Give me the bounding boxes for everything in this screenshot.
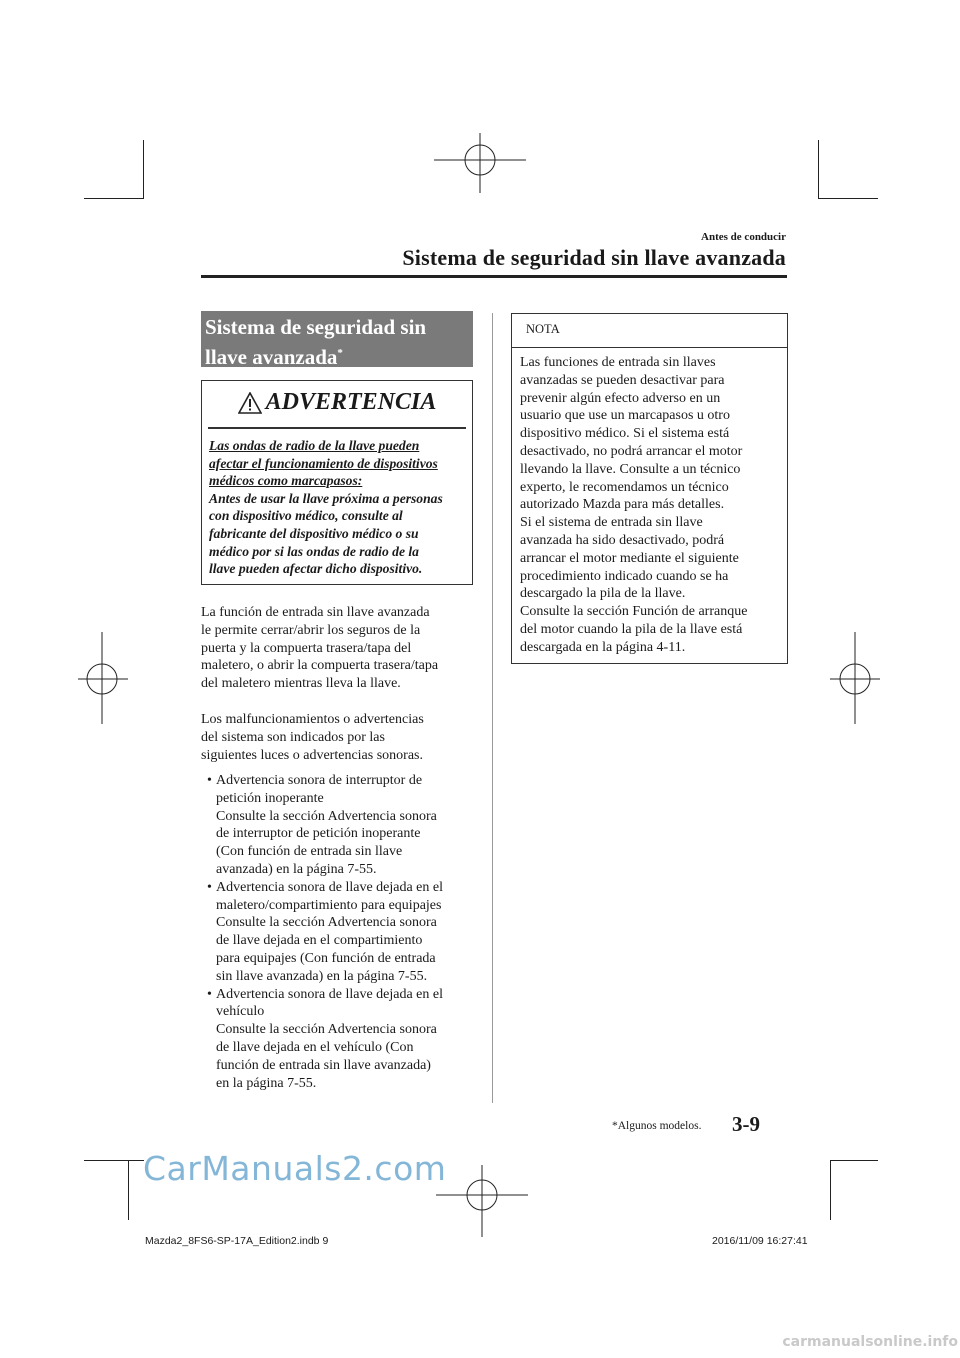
text-line: para equipajes (Con función de entrada [216, 950, 436, 966]
section-heading [201, 311, 473, 367]
list-item [201, 772, 481, 879]
warning-text [209, 437, 468, 578]
text-line: maletero, o abrir la compuerta trasera/tapa [201, 658, 439, 674]
text-line: (Con función de entrada sin llave [216, 844, 403, 860]
text-line: llevando la llave. Consulte a un técnico [520, 461, 741, 477]
text-line: Consulte la sección Advertencia sonora [216, 915, 437, 931]
warning-box [201, 380, 473, 585]
warning-line: médicos como marcapasos: [209, 473, 363, 489]
note-box [511, 313, 788, 664]
header-rule [201, 275, 787, 278]
text-line: de llave dejada en el compartimiento [216, 933, 423, 949]
text-line: avanzadas se pueden desactivar para [520, 372, 725, 388]
some-models-mark: * [337, 347, 343, 359]
note-title: NOTA [526, 322, 560, 336]
text-line: Las funciones de entrada sin llaves [520, 355, 716, 370]
page-title: Sistema de seguridad sin llave avanzada [402, 245, 786, 270]
text-line: le permite cerrar/abrir los seguros de la [201, 622, 421, 638]
text-line: de llave dejada en el vehículo (Con [216, 1039, 414, 1055]
text-line: autorizado Mazda para más detalles. [520, 497, 725, 513]
warning-line: fabricante del dispositivo médico o su [209, 525, 419, 541]
text-line: función de entrada sin llave avanzada) [216, 1057, 431, 1073]
text-line: descargado la pila de la llave. [520, 586, 686, 602]
warning-line: afectar el funcionamiento de dispositivos [209, 455, 438, 471]
text-line: Consulte la sección Advertencia sonora [216, 808, 437, 824]
text-line: en la página 7-55. [216, 1075, 317, 1091]
warning-title: ADVERTENCIA [202, 389, 472, 416]
text-line: Los malfuncionamientos o advertencias [201, 712, 424, 727]
page-number: 3-9 [732, 1112, 760, 1136]
text-line: dispositivo médico. Si el sistema está [520, 426, 730, 442]
registration-target-bottom [436, 1165, 528, 1237]
file-info: Mazda2_8FS6-SP-17A_Edition2.indb 9 [145, 1235, 329, 1247]
text-line: descargada en la página 4-11. [520, 639, 686, 655]
chapter-label: Antes de conducir [701, 231, 786, 243]
text-line: maletero/compartimiento para equipajes [216, 897, 442, 913]
text-line: Si el sistema de entrada sin llave [520, 515, 703, 531]
bullet-icon: • [207, 986, 212, 1002]
site-logo: CarManuals2.com [143, 1149, 447, 1188]
warning-list [201, 772, 481, 1092]
text-line: avanzada) en la página 7-55. [216, 861, 377, 877]
text-line: del sistema son indicados por las [201, 729, 385, 745]
text-line: de interruptor de petición inoperante [216, 826, 421, 842]
text-line: desactivado, no podrá arrancar el motor [520, 443, 743, 459]
warning-rule [208, 427, 466, 429]
warning-line: médico por si las ondas de radio de la [209, 543, 419, 559]
warning-line: llave pueden afectar dicho dispositivo. [209, 561, 423, 577]
section-heading-line2: llave avanzada* [205, 345, 343, 369]
column-divider [492, 313, 493, 1103]
registration-target-right [830, 632, 880, 724]
text-line: experto, le recomendamos un técnico [520, 479, 729, 495]
warning-line: Antes de usar la llave próxima a personas [209, 490, 443, 506]
text-line: del maletero mientras lleva la llave. [201, 676, 401, 692]
text-line: Consulte la sección Advertencia sonora [216, 1022, 437, 1038]
text-line: arrancar el motor mediante el siguiente [520, 550, 739, 566]
print-datetime: 2016/11/09 16:27:41 [712, 1235, 808, 1247]
note-text [520, 354, 783, 657]
list-item [201, 986, 481, 1093]
text-line: Advertencia sonora de interruptor de [216, 773, 423, 788]
text-line: usuario que use un marcapasos u otro [520, 408, 730, 424]
text-line: vehículo [216, 1004, 265, 1020]
text-line: La función de entrada sin llave avanzada [201, 605, 430, 620]
bullet-icon: • [207, 879, 212, 895]
text-line: petición inoperante [216, 790, 324, 806]
text-line: Advertencia sonora de llave dejada en el [216, 879, 444, 895]
text-line: siguientes luces o advertencias sonoras. [201, 747, 423, 763]
text-line: Advertencia sonora de llave dejada en el [216, 986, 444, 1002]
text-line: avanzada ha sido desactivado, podrá [520, 532, 725, 548]
list-item [201, 879, 481, 986]
text-line: puerta y la compuerta trasera/tapa del [201, 640, 412, 656]
registration-target-top [434, 133, 526, 193]
note-rule [512, 347, 787, 348]
text-line: Consulte la sección Función de arranque [520, 604, 748, 620]
registration-target-left [78, 632, 128, 724]
warning-line: Las ondas de radio de la llave pueden [209, 438, 420, 453]
text-line: del motor cuando la pila de la llave está [520, 621, 743, 637]
watermark: carmanualsonline.info [782, 1334, 958, 1350]
text-line: procedimiento indicado cuando se ha [520, 568, 729, 584]
text-line: sin llave avanzada) en la página 7-55. [216, 968, 428, 984]
warning-triangle-icon [238, 392, 262, 414]
bullet-icon: • [207, 773, 212, 788]
warning-line: con dispositivo médico, consulte al [209, 508, 403, 524]
footnote-some-models: *Algunos modelos. [612, 1120, 702, 1132]
section-heading-line1: Sistema de seguridad sin [205, 315, 427, 339]
paragraph-warnings [201, 711, 476, 764]
text-line: prevenir algún efecto adverso en un [520, 390, 721, 406]
paragraph-intro [201, 604, 476, 693]
